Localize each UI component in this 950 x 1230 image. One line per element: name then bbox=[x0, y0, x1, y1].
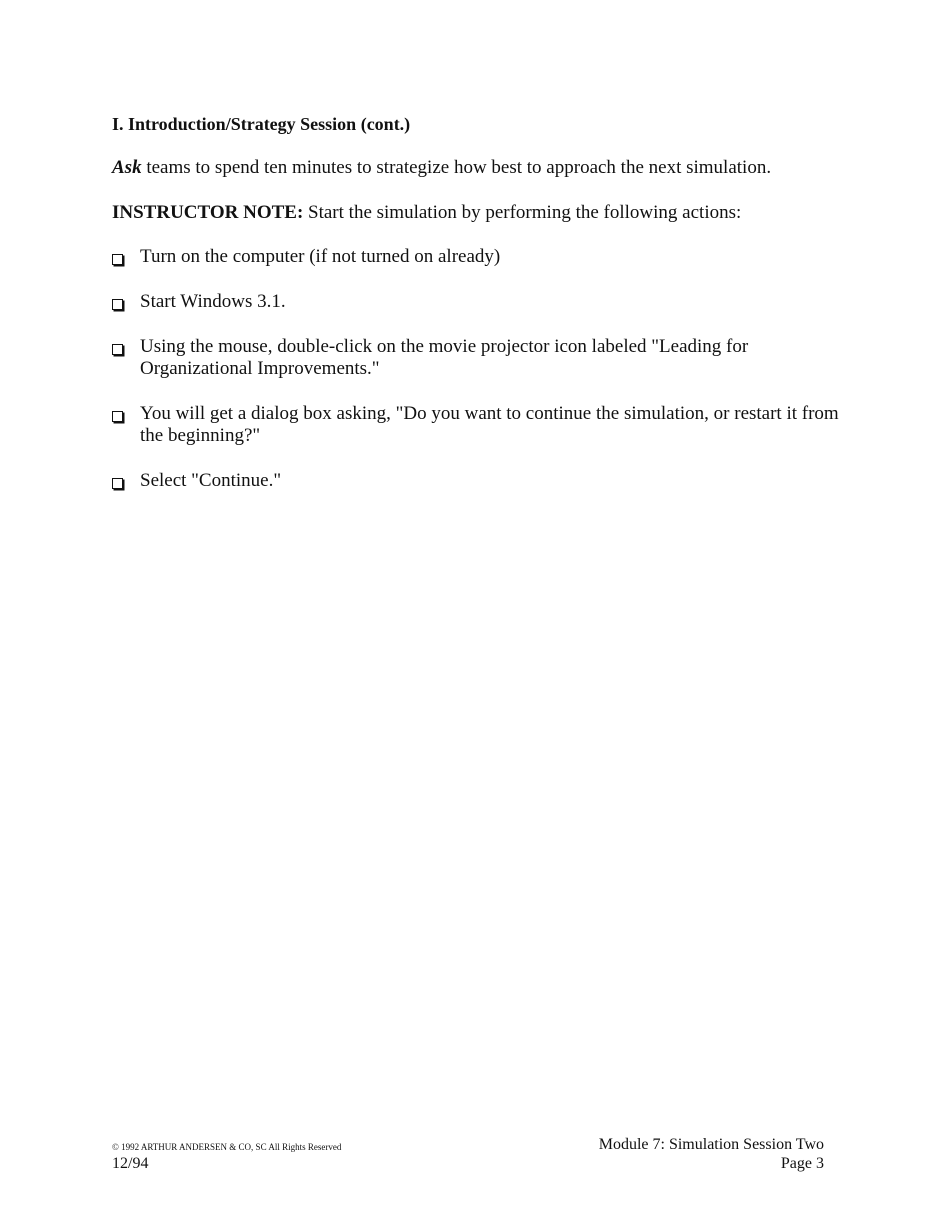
footer-page-number: Page 3 bbox=[780, 1155, 824, 1172]
checkbox-icon bbox=[112, 478, 123, 489]
instructor-note bbox=[112, 201, 741, 224]
list-item-text: Select "Continue." bbox=[140, 470, 282, 491]
instructor-note-text: Start the simulation by performing the following actions: bbox=[303, 202, 742, 223]
section-heading: I. Introduction/Strategy Session (cont.) bbox=[112, 114, 411, 134]
checkbox-icon bbox=[112, 254, 123, 265]
list-item-text: Turn on the computer (if not turned on already) bbox=[140, 246, 501, 267]
checkbox-icon bbox=[112, 344, 123, 355]
ask-text: teams to spend ten minutes to strategize how best to approach the next simulation. bbox=[141, 157, 772, 178]
footer-date: 12/94 bbox=[112, 1155, 149, 1172]
checkbox-icon bbox=[112, 299, 123, 310]
list-item-text: You will get a dialog box asking, "Do you want to continue the simulation, or restart it from the beginning?" bbox=[140, 403, 839, 446]
checkbox-icon bbox=[112, 411, 123, 422]
footer-copyright: © 1992 ARTHUR ANDERSEN & CO, SC All Rights Reserved bbox=[112, 1142, 342, 1152]
footer-module-title: Module 7: Simulation Session Two bbox=[598, 1136, 824, 1153]
list-item-text: Using the mouse, double-click on the movie projector icon labeled "Leading for Organizational Improvements." bbox=[140, 336, 749, 379]
list-item-text: Start Windows 3.1. bbox=[140, 291, 286, 312]
ask-lead: Ask bbox=[112, 157, 142, 178]
instructor-note-label: INSTRUCTOR NOTE: bbox=[112, 202, 304, 223]
ask-paragraph bbox=[112, 156, 771, 179]
